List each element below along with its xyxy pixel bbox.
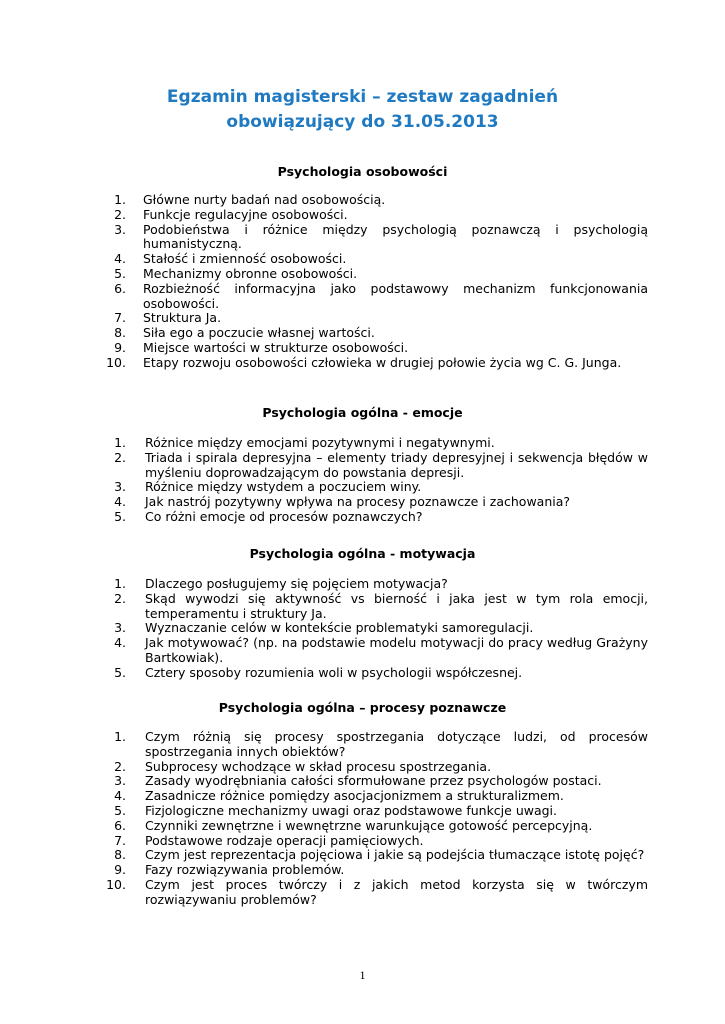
item-number: 3. bbox=[114, 221, 126, 237]
item-text: Główne nurty badań nad osobowością. bbox=[143, 192, 386, 207]
list-item bbox=[0, 863, 725, 878]
list-item bbox=[0, 878, 725, 908]
list-item bbox=[0, 282, 725, 312]
list-item bbox=[0, 592, 725, 622]
item-number: 5. bbox=[114, 265, 126, 281]
list-item bbox=[0, 252, 725, 267]
item-number: 9. bbox=[114, 339, 126, 355]
list-item bbox=[0, 341, 725, 356]
item-number: 4. bbox=[114, 788, 126, 804]
section-psychologia-ogolna-motywacja bbox=[0, 546, 725, 561]
list-psychologia-osobowosci bbox=[0, 193, 725, 371]
item-text: Fazy rozwiązywania problemów. bbox=[145, 862, 345, 878]
item-number: 4. bbox=[114, 251, 126, 267]
section-heading: Psychologia ogólna - motywacja bbox=[249, 546, 476, 561]
item-text: Podstawowe rodzaje operacji pamięciowych. bbox=[145, 832, 424, 848]
list-item bbox=[0, 636, 725, 666]
section-heading: Psychologia osobowości bbox=[277, 164, 448, 179]
list-item bbox=[0, 760, 725, 775]
document-title-line2: obowiązujący do 31.05.2013 bbox=[226, 112, 499, 132]
item-text: Co różni emocje od procesów poznawczych? bbox=[145, 508, 423, 524]
section-heading: Psychologia ogólna – procesy poznawcze bbox=[218, 700, 507, 715]
page-number: 1 bbox=[359, 968, 366, 982]
list-item bbox=[0, 730, 725, 760]
section-psychologia-ogolna-procesy-poznawcze bbox=[0, 700, 725, 715]
item-text: Jak motywować? (np. na podstawie modelu motywacji do pracy według Grażyny Bartkowiak). bbox=[145, 635, 648, 665]
list-item bbox=[0, 789, 725, 804]
list-item bbox=[0, 311, 725, 326]
list-psychologia-ogolna-motywacja bbox=[0, 577, 725, 681]
item-text: Czym jest reprezentacja pojęciowa i jakie są podejścia tłumaczące istotę pojęć? bbox=[145, 847, 645, 863]
item-text: Wyznaczanie celów w kontekście problematyki samoregulacji. bbox=[145, 620, 534, 636]
item-number: 8. bbox=[114, 325, 126, 341]
item-text: Podobieństwa i różnice między psychologią poznawczą i psychologią humanistyczną. bbox=[143, 221, 648, 252]
item-text: Mechanizmy obronne osobowości. bbox=[143, 265, 358, 281]
item-number: 7. bbox=[114, 310, 126, 326]
list-item bbox=[0, 436, 725, 451]
item-number: 4. bbox=[114, 494, 126, 510]
list-item bbox=[0, 480, 725, 495]
list-item bbox=[0, 223, 725, 253]
list-item bbox=[0, 804, 725, 819]
item-text: Triada i spirala depresyjna – elementy triady depresyjnej i sekwencja błędów w myśleniu doprowadzającym do powstania depresji. bbox=[145, 449, 648, 480]
list-item bbox=[0, 834, 725, 849]
item-number: 9. bbox=[114, 862, 126, 878]
list-item bbox=[0, 356, 725, 371]
item-text: Struktura Ja. bbox=[143, 310, 222, 326]
item-number: 8. bbox=[114, 847, 126, 863]
list-item bbox=[0, 208, 725, 223]
item-text: Czym jest proces twórczy i z jakich metod korzysta się w twórczym rozwiązywaniu problemów? bbox=[145, 876, 648, 907]
list-item bbox=[0, 666, 725, 681]
item-text: Czynniki zewnętrzne i wewnętrzne warunkujące gotowość percepcyjną. bbox=[145, 817, 593, 833]
item-text: Etapy rozwoju osobowości człowieka w drugiej połowie życia wg C. G. Junga. bbox=[143, 354, 622, 370]
item-text: Rozbieżność informacyjna jako podstawowy mechanizm funkcjonowania osobowości. bbox=[143, 280, 648, 311]
list-item bbox=[0, 819, 725, 834]
item-number: 1. bbox=[114, 729, 126, 744]
item-number: 6. bbox=[114, 280, 126, 296]
item-text: Cztery sposoby rozumienia woli w psychologii współczesnej. bbox=[145, 664, 523, 680]
item-text: Stałość i zmienność osobowości. bbox=[143, 251, 347, 267]
list-item bbox=[0, 267, 725, 282]
list-item bbox=[0, 495, 725, 510]
item-number: 2. bbox=[114, 206, 126, 222]
document-title-line1: Egzamin magisterski – zestaw zagadnień bbox=[166, 87, 559, 107]
item-number: 1. bbox=[114, 435, 126, 450]
item-number: 2. bbox=[114, 590, 126, 606]
item-text: Miejsce wartości w strukturze osobowości. bbox=[143, 339, 409, 355]
section-heading: Psychologia ogólna - emocje bbox=[262, 405, 463, 420]
list-item bbox=[0, 848, 725, 863]
item-number: 3. bbox=[114, 479, 126, 495]
item-number: 5. bbox=[114, 802, 126, 818]
item-text: Dlaczego posługujemy się pojęciem motywacja? bbox=[145, 576, 448, 591]
list-item bbox=[0, 193, 725, 208]
item-text: Funkcje regulacyjne osobowości. bbox=[143, 206, 348, 222]
item-number: 3. bbox=[114, 773, 126, 789]
section-psychologia-ogolna-emocje bbox=[0, 405, 725, 420]
list-item bbox=[0, 510, 725, 525]
list-item bbox=[0, 577, 725, 592]
item-number: 7. bbox=[114, 832, 126, 848]
item-text: Subprocesy wchodzące w skład procesu spostrzegania. bbox=[145, 758, 492, 774]
item-text: Jak nastrój pozytywny wpływa na procesy poznawcze i zachowania? bbox=[145, 494, 571, 510]
item-number: 1. bbox=[114, 576, 126, 591]
item-text: Skąd wywodzi się aktywność vs bierność i jaka jest w tym rola emocji, temperamentu i struktury Ja. bbox=[145, 590, 648, 621]
item-number: 2. bbox=[114, 758, 126, 774]
item-number: 6. bbox=[114, 817, 126, 833]
list-psychologia-ogolna-emocje bbox=[0, 436, 725, 525]
list-item bbox=[0, 451, 725, 481]
item-text: Czym różnią się procesy spostrzegania dotyczące ludzi, od procesów spostrzegania innych obiektów? bbox=[145, 729, 648, 759]
section-psychologia-osobowosci bbox=[0, 164, 725, 179]
item-number: 10. bbox=[106, 876, 126, 892]
list-psychologia-ogolna-procesy-poznawcze bbox=[0, 730, 725, 908]
item-text: Różnice między wstydem a poczuciem winy. bbox=[145, 479, 422, 495]
item-text: Zasady wyodrębniania całości sformułowane przez psychologów postaci. bbox=[145, 773, 602, 789]
item-text: Zasadnicze różnice pomiędzy asocjacjonizmem a strukturalizmem. bbox=[145, 788, 564, 804]
item-number: 2. bbox=[114, 449, 126, 465]
item-text: Siła ego a poczucie własnej wartości. bbox=[143, 325, 375, 341]
list-item bbox=[0, 326, 725, 341]
item-number: 5. bbox=[114, 664, 126, 680]
item-number: 10. bbox=[106, 354, 126, 370]
list-item bbox=[0, 774, 725, 789]
item-text: Fizjologiczne mechanizmy uwagi oraz podstawowe funkcje uwagi. bbox=[145, 802, 558, 818]
item-number: 1. bbox=[114, 192, 126, 207]
item-number: 5. bbox=[114, 508, 126, 524]
item-number: 4. bbox=[114, 635, 126, 651]
item-number: 3. bbox=[114, 620, 126, 636]
list-item bbox=[0, 621, 725, 636]
item-text: Różnice między emocjami pozytywnymi i negatywnymi. bbox=[145, 435, 495, 450]
